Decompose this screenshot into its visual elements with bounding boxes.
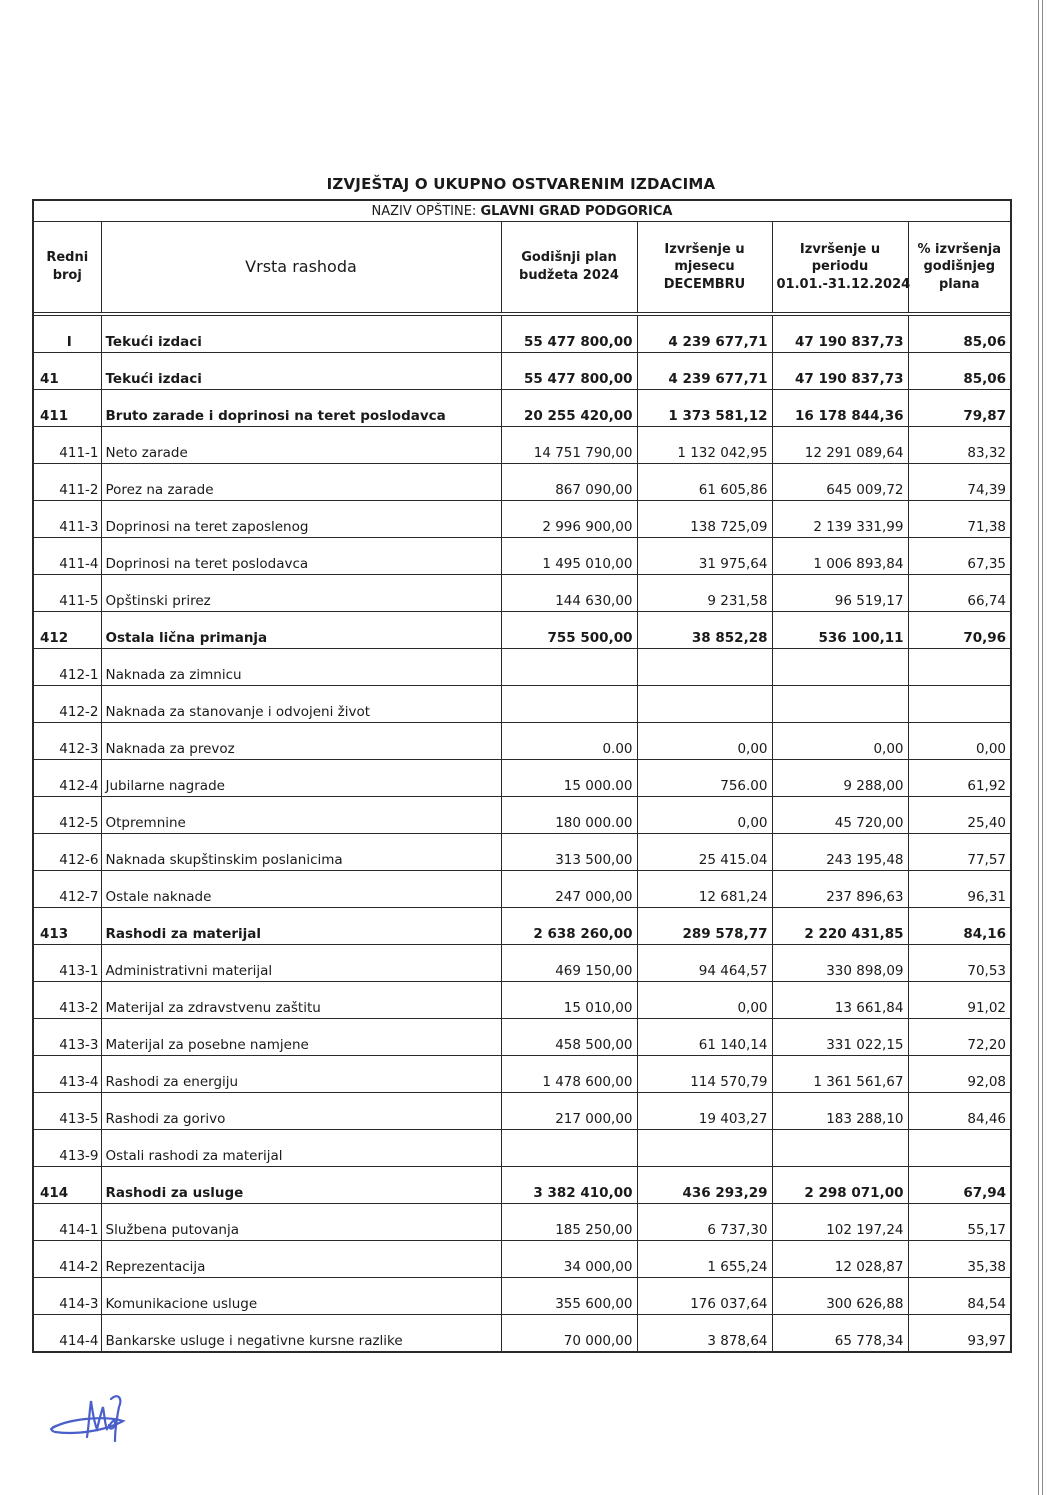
row-month: 4 239 677,71 [637,316,772,353]
row-month: 176 037,64 [637,1278,772,1315]
table-row [33,1278,1011,1315]
row-period: 300 626,88 [772,1278,908,1315]
row-month: 6 737,30 [637,1204,772,1241]
scan-edge-line [1038,0,1043,1495]
row-plan [501,1130,637,1167]
table-row [33,464,1011,501]
row-percent: 66,74 [908,575,1011,612]
row-code: 413-2 [33,982,101,1019]
row-name: Tekući izdaci [101,316,501,353]
handwritten-signature-icon [45,1385,155,1455]
row-plan: 755 500,00 [501,612,637,649]
row-code: 414-2 [33,1241,101,1278]
row-plan: 70 000,00 [501,1315,637,1353]
row-code: I [33,316,101,353]
row-month: 61 605,86 [637,464,772,501]
row-period: 12 291 089,64 [772,427,908,464]
table-row [33,1315,1011,1353]
table-row [33,501,1011,538]
row-month: 9 231,58 [637,575,772,612]
row-name: Naknada za stanovanje i odvojeni život [101,686,501,723]
row-plan: 1 495 010,00 [501,538,637,575]
row-period: 13 661,84 [772,982,908,1019]
table-row [33,1093,1011,1130]
row-period: 45 720,00 [772,797,908,834]
row-code: 413-1 [33,945,101,982]
row-name: Bankarske usluge i negativne kursne razlike [101,1315,501,1353]
table-row [33,1056,1011,1093]
table-row [33,1167,1011,1204]
row-percent [908,649,1011,686]
row-name: Rashodi za energiju [101,1056,501,1093]
row-plan: 180 000.00 [501,797,637,834]
table-row [33,760,1011,797]
row-period: 47 190 837,73 [772,316,908,353]
header-row [33,222,1011,313]
row-month: 1 373 581,12 [637,390,772,427]
row-code: 411-2 [33,464,101,501]
row-plan: 355 600,00 [501,1278,637,1315]
row-period: 16 178 844,36 [772,390,908,427]
row-plan: 20 255 420,00 [501,390,637,427]
row-code: 413 [33,908,101,945]
row-plan: 55 477 800,00 [501,316,637,353]
row-month: 0,00 [637,723,772,760]
row-code: 411-4 [33,538,101,575]
row-period: 0,00 [772,723,908,760]
row-month: 0,00 [637,797,772,834]
row-name: Materijal za posebne namjene [101,1019,501,1056]
row-period: 1 361 561,67 [772,1056,908,1093]
row-month: 12 681,24 [637,871,772,908]
row-plan: 185 250,00 [501,1204,637,1241]
row-percent: 84,46 [908,1093,1011,1130]
row-name: Ostala lična primanja [101,612,501,649]
header-izvrsenje-mjesec: Izvršenje u mjesecu DECEMBRU [637,222,772,313]
row-plan: 247 000,00 [501,871,637,908]
row-month: 94 464,57 [637,945,772,982]
row-code: 414-1 [33,1204,101,1241]
report-title: IZVJEŠTAJ O UKUPNO OSTVARENIM IZDACIMA [326,175,716,193]
row-percent: 96,31 [908,871,1011,908]
row-name: Bruto zarade i doprinosi na teret poslodavca [101,390,501,427]
row-name: Naknada za zimnicu [101,649,501,686]
row-plan: 0.00 [501,723,637,760]
table-row [33,797,1011,834]
row-period: 330 898,09 [772,945,908,982]
header-procenat: % izvršenja godišnjeg plana [908,222,1011,313]
row-percent: 25,40 [908,797,1011,834]
table-row [33,871,1011,908]
row-month: 25 415.04 [637,834,772,871]
row-period: 645 009,72 [772,464,908,501]
row-name: Doprinosi na teret poslodavca [101,538,501,575]
row-month: 756.00 [637,760,772,797]
row-month: 19 403,27 [637,1093,772,1130]
row-period: 237 896,63 [772,871,908,908]
row-month: 38 852,28 [637,612,772,649]
table-row [33,1019,1011,1056]
table-row [33,316,1011,353]
row-percent: 70,96 [908,612,1011,649]
row-month: 289 578,77 [637,908,772,945]
row-code: 412-6 [33,834,101,871]
row-name: Reprezentacija [101,1241,501,1278]
row-percent: 77,57 [908,834,1011,871]
row-period [772,1130,908,1167]
row-name: Rashodi za materijal [101,908,501,945]
row-name: Komunikacione usluge [101,1278,501,1315]
row-period: 12 028,87 [772,1241,908,1278]
row-plan [501,686,637,723]
row-name: Ostali rashodi za materijal [101,1130,501,1167]
row-percent: 84,16 [908,908,1011,945]
table-row [33,686,1011,723]
row-percent: 55,17 [908,1204,1011,1241]
row-period: 96 519,17 [772,575,908,612]
row-name: Jubilarne nagrade [101,760,501,797]
row-percent [908,686,1011,723]
table-row [33,575,1011,612]
row-percent: 85,06 [908,316,1011,353]
row-period: 2 139 331,99 [772,501,908,538]
row-name: Administrativni materijal [101,945,501,982]
row-period: 65 778,34 [772,1315,908,1353]
row-percent: 84,54 [908,1278,1011,1315]
row-period: 536 100,11 [772,612,908,649]
table-row [33,390,1011,427]
row-plan: 144 630,00 [501,575,637,612]
row-name: Doprinosi na teret zaposlenog [101,501,501,538]
row-month [637,649,772,686]
row-percent: 83,32 [908,427,1011,464]
row-name: Materijal za zdravstvenu zaštitu [101,982,501,1019]
row-period [772,649,908,686]
row-code: 413-5 [33,1093,101,1130]
municipality-row [33,200,1011,222]
row-percent: 61,92 [908,760,1011,797]
row-percent: 85,06 [908,353,1011,390]
row-period: 2 220 431,85 [772,908,908,945]
row-percent: 71,38 [908,501,1011,538]
row-plan: 34 000,00 [501,1241,637,1278]
row-month: 61 140,14 [637,1019,772,1056]
header-godisnji-plan: Godišnji plan budžeta 2024 [501,222,637,313]
row-percent [908,1130,1011,1167]
row-code: 413-3 [33,1019,101,1056]
row-percent: 70,53 [908,945,1011,982]
row-plan: 217 000,00 [501,1093,637,1130]
row-period: 2 298 071,00 [772,1167,908,1204]
row-percent: 79,87 [908,390,1011,427]
table-row [33,1241,1011,1278]
row-month [637,686,772,723]
table-row [33,1130,1011,1167]
row-code: 412-3 [33,723,101,760]
row-code: 411-5 [33,575,101,612]
row-plan: 313 500,00 [501,834,637,871]
row-plan: 867 090,00 [501,464,637,501]
row-name: Rashodi za gorivo [101,1093,501,1130]
row-name: Tekući izdaci [101,353,501,390]
table-row [33,612,1011,649]
table-row [33,538,1011,575]
row-percent: 72,20 [908,1019,1011,1056]
table-row [33,834,1011,871]
row-period: 102 197,24 [772,1204,908,1241]
table-row [33,353,1011,390]
row-percent: 67,35 [908,538,1011,575]
row-period [772,686,908,723]
row-month: 0,00 [637,982,772,1019]
row-period: 243 195,48 [772,834,908,871]
row-code: 412-7 [33,871,101,908]
row-code: 411 [33,390,101,427]
row-name: Opštinski prirez [101,575,501,612]
row-plan: 2 638 260,00 [501,908,637,945]
table-row [33,982,1011,1019]
table-body [33,316,1011,1353]
row-name: Službena putovanja [101,1204,501,1241]
row-plan: 55 477 800,00 [501,353,637,390]
table-row [33,427,1011,464]
row-plan: 1 478 600,00 [501,1056,637,1093]
row-name: Neto zarade [101,427,501,464]
row-plan [501,649,637,686]
table-row [33,945,1011,982]
row-month: 4 239 677,71 [637,353,772,390]
row-name: Porez na zarade [101,464,501,501]
row-code: 414-4 [33,1315,101,1353]
expenditure-table [32,199,1012,1353]
row-percent: 67,94 [908,1167,1011,1204]
row-plan: 469 150,00 [501,945,637,982]
row-plan: 15 000.00 [501,760,637,797]
row-plan: 14 751 790,00 [501,427,637,464]
row-name: Otpremnine [101,797,501,834]
row-plan: 3 382 410,00 [501,1167,637,1204]
row-percent: 35,38 [908,1241,1011,1278]
row-period: 1 006 893,84 [772,538,908,575]
row-month: 114 570,79 [637,1056,772,1093]
row-percent: 92,08 [908,1056,1011,1093]
row-code: 414-3 [33,1278,101,1315]
row-month: 138 725,09 [637,501,772,538]
table-row [33,649,1011,686]
header-izvrsenje-period: Izvršenje u periodu 01.01.-31.12.2024 [772,222,908,313]
row-name: Naknada za prevoz [101,723,501,760]
row-period: 183 288,10 [772,1093,908,1130]
row-percent: 91,02 [908,982,1011,1019]
row-name: Rashodi za usluge [101,1167,501,1204]
row-name: Naknada skupštinskim poslanicima [101,834,501,871]
municipality-name: GLAVNI GRAD PODGORICA [480,203,673,219]
header-redni-broj: Redni broj [33,222,101,313]
table-row [33,908,1011,945]
row-month: 1 655,24 [637,1241,772,1278]
header-vrsta-rashoda: Vrsta rashoda [101,222,501,313]
row-code: 412-2 [33,686,101,723]
row-month: 436 293,29 [637,1167,772,1204]
row-month [637,1130,772,1167]
table-row [33,1204,1011,1241]
row-code: 411-3 [33,501,101,538]
row-period: 331 022,15 [772,1019,908,1056]
row-percent: 0,00 [908,723,1011,760]
row-code: 412-5 [33,797,101,834]
row-name: Ostale naknade [101,871,501,908]
row-code: 411-1 [33,427,101,464]
row-code: 414 [33,1167,101,1204]
row-code: 412-1 [33,649,101,686]
row-plan: 15 010,00 [501,982,637,1019]
row-code: 41 [33,353,101,390]
row-code: 412 [33,612,101,649]
row-month: 31 975,64 [637,538,772,575]
row-code: 413-9 [33,1130,101,1167]
municipality-label: NAZIV OPŠTINE: [371,203,481,219]
row-period: 9 288,00 [772,760,908,797]
table-row [33,723,1011,760]
row-month: 1 132 042,95 [637,427,772,464]
row-period: 47 190 837,73 [772,353,908,390]
row-month: 3 878,64 [637,1315,772,1353]
row-percent: 74,39 [908,464,1011,501]
row-plan: 2 996 900,00 [501,501,637,538]
row-code: 412-4 [33,760,101,797]
row-percent: 93,97 [908,1315,1011,1353]
row-plan: 458 500,00 [501,1019,637,1056]
row-code: 413-4 [33,1056,101,1093]
